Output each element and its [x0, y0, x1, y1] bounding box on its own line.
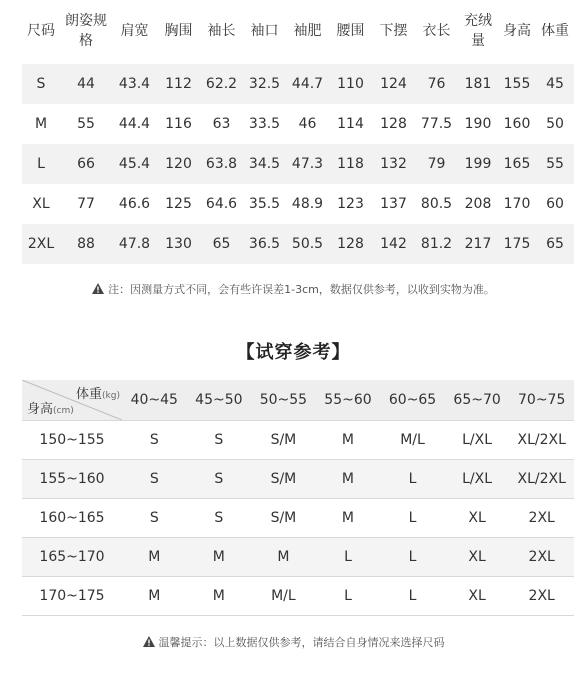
table-cell: XL [445, 499, 510, 538]
header-shoulder: 肩宽 [112, 8, 157, 59]
header-length: 衣长 [415, 8, 458, 59]
table-cell: M [187, 577, 252, 616]
table-cell: 35.5 [243, 184, 286, 224]
table-cell: 88 [60, 224, 112, 264]
table-cell: M [316, 499, 381, 538]
table-cell: 165 [498, 144, 536, 184]
table-cell: 55 [60, 104, 112, 144]
header-waist: 腰围 [329, 8, 372, 59]
table-cell: 66 [60, 144, 112, 184]
warning-icon [92, 283, 104, 294]
weight-header: 60~65 [380, 380, 445, 421]
table-cell: 2XL [22, 224, 60, 264]
table-cell: 46 [286, 104, 329, 144]
fit-table-row [22, 460, 574, 499]
size-table [22, 8, 574, 264]
table-cell: 32.5 [243, 59, 286, 104]
reminder-note-text: 温馨提示：以上数据仅供参考，请结合自身情况来选择尺码 [158, 636, 445, 649]
table-cell: 128 [372, 104, 415, 144]
table-cell: 170 [498, 184, 536, 224]
header-cuff: 袖口 [243, 8, 286, 59]
header-sleeve-length: 袖长 [200, 8, 243, 59]
header-sleeve-width: 袖肥 [286, 8, 329, 59]
table-cell: 63 [200, 104, 243, 144]
table-cell: 50 [536, 104, 574, 144]
table-cell: L [380, 460, 445, 499]
table-cell: 2XL [509, 538, 574, 577]
weight-header: 40~45 [122, 380, 187, 421]
table-cell: L [380, 577, 445, 616]
table-cell: 46.6 [112, 184, 157, 224]
table-cell: XL/2XL [509, 421, 574, 460]
table-cell: 175 [498, 224, 536, 264]
table-cell: XL/2XL [509, 460, 574, 499]
table-cell: 181 [458, 59, 498, 104]
table-cell: 170~175 [22, 577, 122, 616]
table-cell: 63.8 [200, 144, 243, 184]
header-size: 尺码 [22, 8, 60, 59]
table-cell: 116 [157, 104, 200, 144]
table-cell: 48.9 [286, 184, 329, 224]
table-cell: 217 [458, 224, 498, 264]
table-cell: S [122, 421, 187, 460]
header-brand-size: 朗姿规 格 [60, 8, 112, 59]
table-cell: 76 [415, 59, 458, 104]
size-table-row [22, 104, 574, 144]
table-cell: 79 [415, 144, 458, 184]
weight-header: 55~60 [316, 380, 381, 421]
size-table-row [22, 144, 574, 184]
table-cell: S [122, 460, 187, 499]
table-cell: 44.7 [286, 59, 329, 104]
table-cell: M [187, 538, 252, 577]
table-cell: 43.4 [112, 59, 157, 104]
warning-icon [143, 636, 155, 647]
table-cell: M [22, 104, 60, 144]
table-cell: 33.5 [243, 104, 286, 144]
table-cell: 77.5 [415, 104, 458, 144]
table-cell: 47.8 [112, 224, 157, 264]
table-cell: 190 [458, 104, 498, 144]
table-cell: 208 [458, 184, 498, 224]
table-cell: 45.4 [112, 144, 157, 184]
table-cell: 155 [498, 59, 536, 104]
table-cell: 81.2 [415, 224, 458, 264]
table-cell: 160 [498, 104, 536, 144]
table-cell: M [316, 421, 381, 460]
table-cell: 160~165 [22, 499, 122, 538]
table-cell: 62.2 [200, 59, 243, 104]
fit-table-row [22, 499, 574, 538]
table-cell: 125 [157, 184, 200, 224]
measurement-note-text: 注：因测量方式不同，会有些许误差1-3cm，数据仅供参考，以收到实物为准。 [108, 283, 495, 296]
table-cell: L [316, 577, 381, 616]
corner-weight-label: 体重(kg) [76, 387, 120, 402]
table-cell: 137 [372, 184, 415, 224]
fit-table-row [22, 421, 574, 460]
header-chest: 胸围 [157, 8, 200, 59]
table-cell: 142 [372, 224, 415, 264]
fit-reference-title: 【试穿参考】 [236, 342, 351, 363]
table-cell: 150~155 [22, 421, 122, 460]
table-cell: 65 [536, 224, 574, 264]
table-cell: 44.4 [112, 104, 157, 144]
weight-header: 65~70 [445, 380, 510, 421]
table-cell: L [22, 144, 60, 184]
fit-reference-table [22, 380, 574, 616]
fit-table-corner [22, 380, 122, 421]
table-cell: 50.5 [286, 224, 329, 264]
table-cell: 80.5 [415, 184, 458, 224]
table-cell: XL [22, 184, 60, 224]
table-cell: 124 [372, 59, 415, 104]
table-cell: 34.5 [243, 144, 286, 184]
size-table-header-row [22, 8, 574, 59]
table-cell: M [316, 460, 381, 499]
table-cell: 155~160 [22, 460, 122, 499]
table-cell: S/M [251, 460, 316, 499]
table-cell: 36.5 [243, 224, 286, 264]
table-cell: 77 [60, 184, 112, 224]
table-cell: M [122, 538, 187, 577]
table-cell: 110 [329, 59, 372, 104]
weight-header: 50~55 [251, 380, 316, 421]
table-cell: M [251, 538, 316, 577]
table-cell: 55 [536, 144, 574, 184]
header-height: 身高 [498, 8, 536, 59]
table-cell: S/M [251, 499, 316, 538]
table-cell: 128 [329, 224, 372, 264]
fit-table-header-row [22, 380, 574, 421]
weight-header: 45~50 [187, 380, 252, 421]
table-cell: L/XL [445, 421, 510, 460]
table-cell: 199 [458, 144, 498, 184]
table-cell: 132 [372, 144, 415, 184]
table-cell: XL [445, 538, 510, 577]
table-cell: 2XL [509, 499, 574, 538]
table-cell: 65 [200, 224, 243, 264]
table-cell: S [22, 59, 60, 104]
fit-table-row [22, 577, 574, 616]
weight-header: 70~75 [509, 380, 574, 421]
table-cell: XL [445, 577, 510, 616]
table-cell: L [316, 538, 381, 577]
table-cell: S [187, 499, 252, 538]
reminder-note [0, 634, 587, 650]
header-weight: 体重 [536, 8, 574, 59]
table-cell: 112 [157, 59, 200, 104]
size-table-row [22, 184, 574, 224]
table-cell: 64.6 [200, 184, 243, 224]
table-cell: 130 [157, 224, 200, 264]
table-cell: 47.3 [286, 144, 329, 184]
table-cell: 44 [60, 59, 112, 104]
table-cell: 60 [536, 184, 574, 224]
table-cell: L [380, 538, 445, 577]
size-table-row [22, 59, 574, 104]
header-hem: 下摆 [372, 8, 415, 59]
measurement-note [0, 281, 587, 297]
table-cell: 45 [536, 59, 574, 104]
table-cell: M/L [380, 421, 445, 460]
size-table-row [22, 224, 574, 264]
header-down-fill: 充绒 量 [458, 8, 498, 59]
table-cell: 165~170 [22, 538, 122, 577]
table-cell: S/M [251, 421, 316, 460]
fit-table-row [22, 538, 574, 577]
table-cell: 123 [329, 184, 372, 224]
table-cell: L [380, 499, 445, 538]
table-cell: 118 [329, 144, 372, 184]
table-cell: S [187, 460, 252, 499]
table-cell: M/L [251, 577, 316, 616]
table-cell: L/XL [445, 460, 510, 499]
table-cell: S [187, 421, 252, 460]
table-cell: 120 [157, 144, 200, 184]
table-cell: 114 [329, 104, 372, 144]
corner-height-label: 身高(cm) [27, 402, 74, 417]
table-cell: S [122, 499, 187, 538]
table-cell: M [122, 577, 187, 616]
table-cell: 2XL [509, 577, 574, 616]
